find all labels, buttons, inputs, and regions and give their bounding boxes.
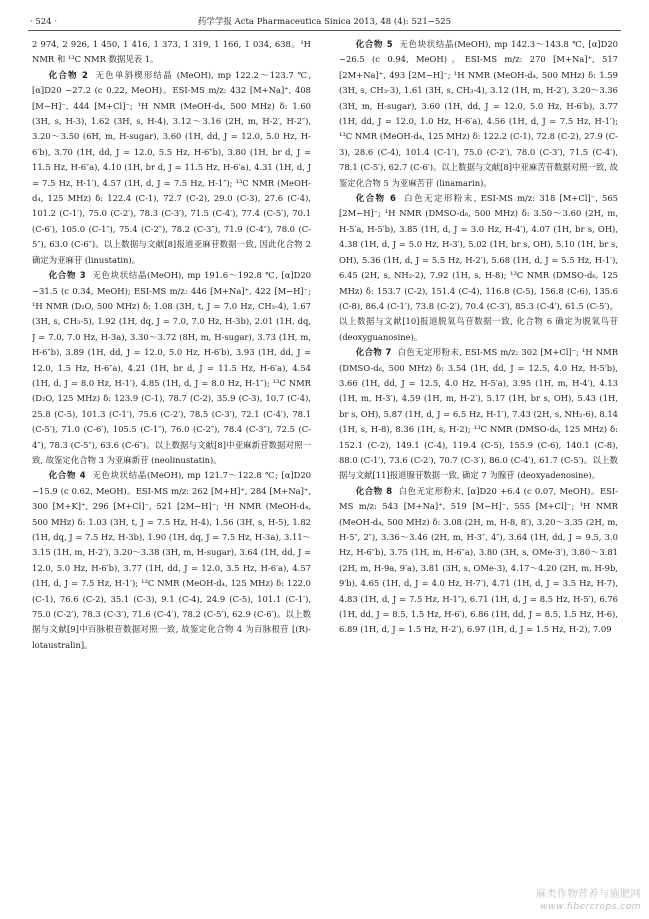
compound-6-paragraph [339, 191, 618, 345]
paragraph-text: 无色块状结晶(MeOH), mp 121.7～122.8 ℃; [α]D20 −15.9 (c 0.62, MeOH)。ESI-MS m/z: 262 [M+H]⁺, 284 [M+Na]⁺, 300 [M+K]⁺, 296 [M+Cl]⁻, 521 [2M−H]⁻; ¹H NMR (MeOH-d₄, 500 MHz) δ: 1.03 (3H, t, J = 7.5 Hz, H-4), 1.56 (3H, s, H-5), 1.82 (1H, dq, J = 7.5 Hz, H-3b), 1.90 (1H, dq, J = 7.5 Hz, H-3a), 3.11～3.15 (1H, m, H-2′), 3.20～3.38 (3H, m, H-sugar), 3.64 (1H, dd, J = 12.0, 5.0 Hz, H-6′b), 3.77 (1H, dd, J = 12.0, 3.5 Hz, H-6′a), 4.57 (1H, d, J = 7.5 Hz, H-1′); ¹³C NMR (MeOH-d₄, 125 MHz) δ: 122.0 (C-1), 76.6 (C-2), 35.1 (C-3), 9.1 (C-4), 24.9 (C-5), 101.1 (C-1′), 75.0 (C-2′), 78.3 (C-3′), 71.6 (C-4′), 78.2 (C-5′), 62.9 (C-6′)。以上数据与文献[9]中百脉根苷数据对照一致, 故鉴定化合物 4 为百脉根苷 [(R)-lotaustralin]。 [32, 470, 311, 650]
paragraph-text: 2 974, 2 926, 1 450, 1 416, 1 373, 1 319, 1 166, 1 034, 638。¹H NMR 和 ¹³C NMR 数据见表 1。 [32, 39, 311, 65]
paragraph-text: 无色单斜楔形结晶 (MeOH), mp 122.2～123.7 ℃, [α]D20 −27.2 (c 0.22, MeOH)。ESI-MS m/z: 432 [M+Na]⁺, 408 [M−H]⁻, 444 [M+Cl]⁻; ¹H NMR (MeOH-d₄, 500 MHz) δ: 1.60 (3H, s, H-3), 1.62 (3H, s, H-4), 3.12～3.16 (2H, m, H-2′, H-2″), 3.20～3.50 (6H, m, H-sugar), 3.60 (1H, dd, J = 12.0, 5.0 Hz, H-6′b), 3.70 (1H, dd, J = 12.0, 5.5 Hz, H-6″b), 3.80 (1H, br d, J = 11.5 Hz, H-6″a), 4.10 (1H, br d, J = 11.5 Hz, H-6′a), 4.31 (1H, d, J = 7.5 Hz, H-1′), 4.57 (1H, d, J = 7.5 Hz, H-1″); ¹³C NMR (MeOH-d₄, 125 MHz) δ: 122.4 (C-1), 72.7 (C-2), 29.0 (C-3), 27.6 (C-4), 101.2 (C-1′), 75.0 (C-2′), 78.3 (C-3′), 71.5 (C-4′), 77.4 (C-5′), 70.1 (C-6′), 105.0 (C-1″), 75.4 (C-2″), 78.2 (C-3″), 71.9 (C-4″), 78.0 (C-5″), 63.0 (C-6″)。以上数据与文献[8]报道亚麻苷数据一致, 因此化合物 2 确定为亚麻苷 (linustatin)。 [32, 69, 311, 265]
compound-title: 化合物 7 [355, 347, 392, 358]
compound-5-paragraph [339, 37, 618, 191]
compound-7-paragraph [339, 345, 618, 484]
paragraph-text: 无色块状结晶(MeOH), mp 191.6～192.8 ℃, [α]D20 −31.5 (c 0.34, MeOH); ESI-MS m/z: 446 [M+Na]⁺, 422 [M−H]⁻; ¹H NMR (D₂O, 500 MHz) δ: 1.08 (3H, t, J = 7.0 Hz, CH₃-4), 1.67 (3H, s, CH₃-5), 1.92 (1H, dq, J = 7.0, 7.0 Hz, H-3b), 2.01 (1H, dq, J = 7.0, 7.0 Hz, H-3a), 3.30～3.72 (8H, m, H-sugar), 3.73 (1H, m, H-6″b), 3.89 (1H, dd, J = 12.0, 5.0 Hz, H-6′b), 3.93 (1H, dd, J = 12.0, 1.5 Hz, H-6″a), 4.21 (1H, br d, J = 11.5 Hz, H-6′a), 4.54 (1H, d, J = 8.0 Hz, H-1′), 4.85 (1H, d, J = 8.0 Hz, H-1″); ¹³C NMR (D₂O, 125 MHz) δ: 123.9 (C-1), 78.7 (C-2), 35.9 (C-3), 10.7 (C-4), 25.8 (C-5), 101.3 (C-1′), 75.6 (C-2′), 78.5 (C-3′), 72.1 (C-4′), 78.1 (C-5′), 71.0 (C-6′), 105.5 (C-1″), 76.0 (C-2″), 78.4 (C-3″), 72.5 (C-4″), 78.3 (C-5″), 63.6 (C-6″)。以上数据与文献[8]中亚麻新苷数据对照一致, 故鉴定化合物 3 为亚麻新苷 (neolinustatin)。 [32, 270, 311, 465]
journal-citation: 药学学报 Acta Pharmaceutica Sinica 2013, 48 (4): 521−525 [197, 17, 452, 27]
page-number: · 524 · [30, 17, 58, 27]
compound-2-paragraph [32, 68, 311, 268]
running-header [28, 14, 621, 31]
paragraph-text: 白色无定形粉末, [α]D20 +6.4 (c 0.07, MeOH)。ESI-MS m/z: 543 [M+Na]⁺, 519 [M−H]⁻, 555 [M+Cl]⁻; ¹H NMR (MeOH-d₄, 500 MHz) δ: 3.08 (2H, m, H-8, 8′), 3.20～3.35 (2H, m, H-5″, 2″), 3.36～3.46 (2H, m, H-3″, 4″), 3.64 (1H, dd, J = 9.5, 3.0 Hz, H-6″b), 3.75 (1H, m, H-6″a), 3.80 (3H, s, OMe-3′), 3.80～3.81 (2H, m, H-9a, 9′a), 3.81 (3H, s, OMe-3), 4.17～4.20 (2H, m, H-9b, 9′b), 4.65 (1H, d, J = 4.0 Hz, H-7′), 4.71 (1H, d, J = 3.5 Hz, H-7), 4.83 (1H, d, J = 7.5 Hz, H-1″), 6.71 (1H, d, J = 8.5 Hz, H-5′), 6.76 (1H, dd, J = 8.5, 1.5 Hz, H-6′), 6.86 (1H, dd, J = 8.5, 1.5 Hz, H-6), 6.89 (1H, d, J = 1.5 Hz, H-2′), 6.97 (1H, d, J = 1.5 Hz, H-2), 7.09 [339, 485, 618, 635]
compound-4-paragraph [32, 468, 311, 653]
watermark [536, 889, 641, 913]
right-column [339, 37, 618, 887]
compound-title: 化合物 5 [355, 39, 393, 49]
compound-title: 化合物 2 [48, 69, 88, 80]
paragraph-continued [32, 37, 311, 68]
paragraph-text: 白色无定形粉末, ESI-MS m/z: 302 [M+Cl]⁻; ¹H NMR (DMSO-d₆, 500 MHz) δ: 3.54 (1H, dd, J = 12.5, 4.0 Hz, H-5′b), 3.66 (1H, dd, J = 12.5, 4.0 Hz, H-5′a), 3.95 (1H, m, H-4′), 4.13 (1H, m, H-3′), 4.59 (1H, m, H-2′), 5.17 (1H, br s, OH), 5.43 (1H, br s, OH), 5.87 (1H, d, J = 6.5 Hz, H-1′), 7.43 (2H, s, NH₂-6), 8.14 (1H, s, H-8), 8.36 (1H, s, H-2); ¹³C NMR (DMSO-d₆, 125 MHz) δ: 152.1 (C-2), 149.1 (C-4), 119.4 (C-5), 155.9 (C-6), 140.1 (C-8), 88.0 (C-1′), 73.6 (C-2′), 70.7 (C-3′), 86.0 (C-4′), 61.7 (C-5′)。以上数据与文献[11]报道腺苷数据一致, 确定 7 为腺苷 (deoxyadenosine)。 [339, 347, 618, 481]
paragraph-text: 无色块状结晶(MeOH), mp 142.3～143.8 ℃, [α]D20 −26.5 (c 0.94, MeOH)。ESI-MS m/z: 270 [M+Na]⁺, 517 [2M+Na]⁺, 493 [2M−H]⁻; ¹H NMR (MeOH-d₄, 500 MHz) δ: 1.59 (3H, s, CH₃-3), 1.61 (3H, s, CH₃-4), 3.12 (1H, m, H-2′), 3.20～3.36 (3H, m, H-sugar), 3.60 (1H, dd, J = 12.0, 5.0 Hz, H-6′b), 3.77 (1H, dd, J = 12.0, 1.0 Hz, H-6′a), 4.56 (1H, d, J = 7.5 Hz, H-1′); ¹³C NMR (MeOH-d₄, 125 MHz) δ: 122.2 (C-1), 72.8 (C-2), 27.9 (C-3), 28.6 (C-4), 101.4 (C-1′), 75.0 (C-2′), 78.0 (C-3′), 71.5 (C-4′), 78.1 (C-5′), 62.7 (C-6′)。以上数据与文献[8]中亚麻苦苷数据对照一致, 故鉴定化合物 5 为亚麻苦苷 (linamarin)。 [339, 39, 618, 188]
paragraph-text: 白色无定形粉末, ESI-MS m/z: 318 [M+Cl]⁻, 565 [2M−H]⁻; ¹H NMR (DMSO-d₆, 500 MHz) δ: 3.50～3.60 (2H, m, H-5′a, H-5′b), 3.85 (1H, d, J = 3.0 Hz, H-4′), 4.07 (1H, br s, OH), 4.38 (1H, d, J = 5.0 Hz, H-3′), 5.02 (1H, br s, OH), 5.10 (1H, br s, OH), 5.36 (1H, d, J = 5.5 Hz, H-2′), 5.68 (1H, d, J = 5.5 Hz, H-1′), 6.45 (2H, s, NH₂-2), 7.92 (1H, s, H-8); ¹³C NMR (DMSO-d₆, 125 MHz) δ: 153.7 (C-2), 151.4 (C-4), 116.8 (C-5), 156.8 (C-6), 135.6 (C-8), 86.4 (C-1′), 73.8 (C-2′), 70.4 (C-3′), 85.3 (C-4′), 61.5 (C-5′)。以上数据与文献[10]报道脱氧鸟苷数据一致, 化合物 6 确定为脱氧鸟苷 (deoxyguanosine)。 [339, 193, 618, 342]
left-column [32, 37, 311, 887]
watermark-name: 麻类作物营养与施肥网 [536, 889, 641, 900]
compound-title: 化合物 8 [355, 485, 393, 496]
watermark-url: www.fibercrops.com [540, 902, 641, 912]
compound-title: 化合物 3 [48, 270, 86, 281]
compound-8-paragraph [339, 484, 618, 638]
compound-title: 化合物 4 [48, 470, 86, 481]
compound-title: 化合物 6 [355, 193, 396, 204]
compound-3-paragraph [32, 268, 311, 468]
